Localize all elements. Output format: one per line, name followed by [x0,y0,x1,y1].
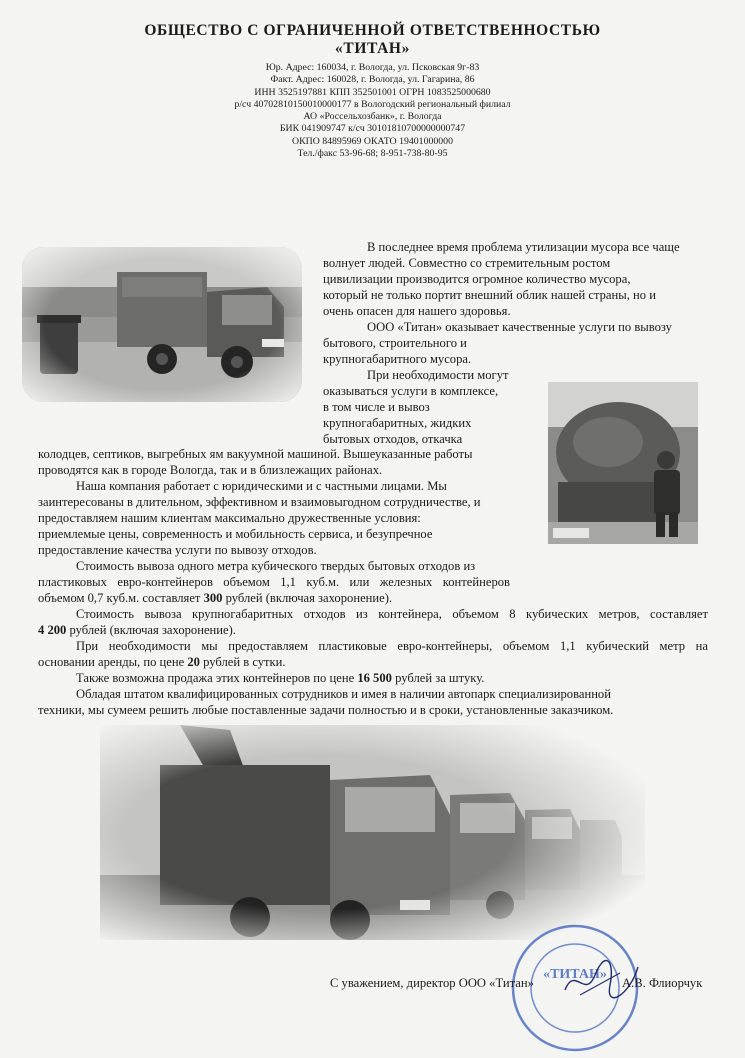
p5-line1: Стоимость вывоза одного метра кубического твердых бытовых отходов из [76,559,476,573]
requisite-line: БИК 041909747 к/сч 30101810700000000747 [279,123,466,135]
p3-line4: крупногабаритных, жидких [323,416,472,430]
p4-line2: заинтересованы в длительном, эффективном и взаимовыгодном сотрудничестве, и [38,495,481,509]
p5-line2: пластиковых евро-контейнеров объемом 1,1 куб.м. или железных контейнеров [38,575,510,589]
container-sale-price: 16 500 [357,671,392,685]
p1-line1: В последнее время проблема утилизации мусора все чаще [367,240,680,254]
p9-line2: техники, мы сумеем решить любые поставленные задачи полностью и в сроки, установленные заказчиком. [38,703,614,717]
truck-fleet-photo [100,725,645,940]
p2-line2: бытового, строительного и [323,336,467,350]
rent-price: 20 [187,655,200,669]
stamp-center-text: «ТИТАН» [543,967,607,982]
requisite-line: АО «Россельхозбанк», г. Вологда [303,111,442,123]
p6-line1: Стоимость вывоза крупногабаритных отходов из контейнера, объемом 8 кубических метров, составляет [76,607,708,621]
requisite-line: ОКПО 84895969 ОКАТО 19401000000 [292,135,453,147]
requisite-line: Факт. Адрес: 160028, г. Вологда, ул. Гагарина, 86 [270,74,475,86]
p4-line1: Наша компания работает с юридическими и с частными лицами. Мы [76,479,447,493]
p3-line2: оказываться услуги в комплексе, [323,384,499,398]
requisite-line: Юр. Адрес: 160034, г. Вологда, ул. Псковская 9г-83 [265,62,480,73]
waste-price: 300 [203,591,223,605]
p3-line1: При необходимости могут [367,368,509,382]
p5-line3 [38,591,392,607]
p2-line1: ООО «Титан» оказывает качественные услуги по вывозу [367,320,672,334]
p1-line4: который не только портит внешний облик нашей страны, но и [323,288,656,302]
garbage-truck-photo [22,247,302,402]
company-title [0,22,745,58]
p9-line1: Обладая штатом квалифицированных сотрудников и имея в наличии автопарк специализированной [76,687,611,701]
p8-tail: рублей за штуку. [391,671,485,685]
p1-line3: цивилизации производится огромное количество мусора, [323,272,631,286]
p2-line3: крупногабаритного мусора. [323,352,472,366]
p5-line3-tail: рублей (включая захоронение). [222,591,393,605]
company-requisites [0,62,745,160]
p3-line3: в том числе и вывоз [323,400,430,414]
p8-line [76,671,484,687]
p5-line3-text: объемом 0,7 куб.м. составляет [38,591,204,605]
requisite-line: р/сч 40702810150010000177 в Вологодский региональный филиал [234,98,511,110]
requisite-line: ИНН 3525197881 КПП 352501001 ОГРН 1083525000680 [254,86,491,98]
company-title-line2: «ТИТАН» [335,40,410,57]
p4-line4: приемлемые цены, современность и мобильность сервиса, и безупречное [38,527,433,541]
p3-line7: проводятся как в городе Вологда, так и в близлежащих районах. [38,463,383,477]
p4-line5: предоставление качества услуги по вывозу отходов. [38,543,317,557]
p6-line2 [38,623,236,639]
bulky-waste-price: 4 200 [38,623,67,637]
p7-line2-tail: рублей в сутки. [199,655,286,669]
company-title-line1: ОБЩЕСТВО С ОГРАНИЧЕННОЙ ОТВЕТСТВЕННОСТЬЮ [144,22,601,39]
director-name: А.В. Флиорчук [622,976,703,990]
p1-line5: очень опасен для нашего здоровья. [323,304,511,318]
p3-line6: колодцев, септиков, выгребных ям вакуумной машиной. Вышеуказанные работы [38,447,473,461]
p4-line3: предоставляем нашим клиентам максимально дружественные условия: [38,511,421,525]
requisite-line: Тел./факс 53-96-68; 8-951-738-80-95 [297,148,448,160]
p7-line2 [38,655,286,671]
p8-text: Также возможна продажа этих контейнеров по цене [76,671,358,685]
p1-line2: волнует людей. Совместно со стремительным ростом [323,256,611,270]
signature-line: С уважением, директор ООО «Титан» [330,976,534,990]
p6-line2-tail: рублей (включая захоронение). [66,623,236,637]
vacuum-truck-photo [548,382,698,544]
p3-line5: бытовых отходов, откачка [323,432,463,446]
p7-line2-text: основании аренды, по цене [38,655,188,669]
p7-line1: При необходимости мы предоставляем пластиковые евро-контейнеры, объемом 1,1 кубический метр на [76,639,708,653]
